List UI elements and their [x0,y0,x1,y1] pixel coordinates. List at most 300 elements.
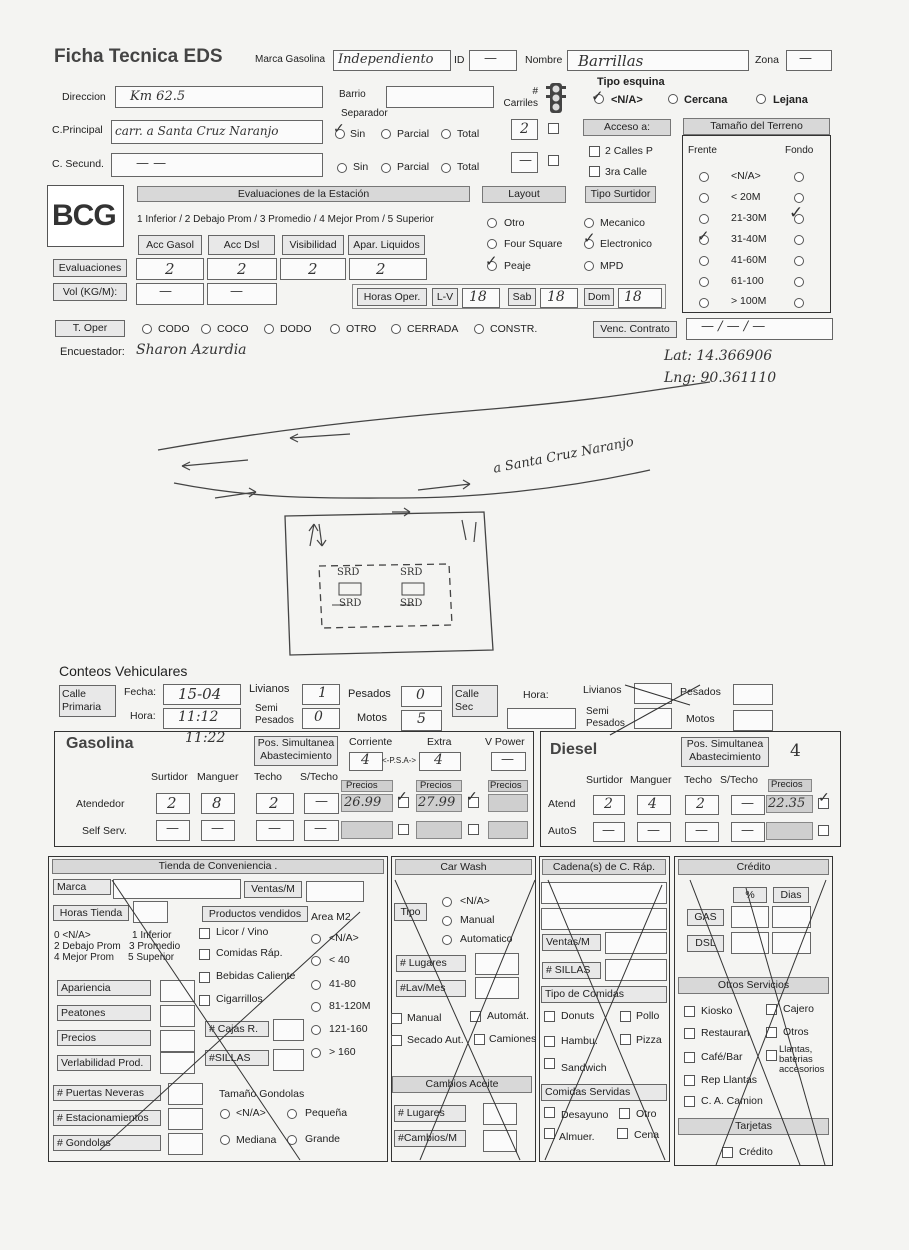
sep-sin-label: Sin [350,128,366,140]
terreno-row-label-5: 61-100 [731,275,764,287]
eval-value-liquidos-text: 2 [376,260,386,278]
tienda-sillas-label: #SILLAS [205,1050,269,1066]
terreno-fondo-radio-6[interactable] [794,298,804,308]
calle-primaria-label: Calle Primaria [59,685,116,717]
sec-semi-field[interactable] [634,708,672,729]
conteo-semi-label: Semi Pesados [255,703,294,726]
dsl-aten-manguer-value: 4 [648,796,657,812]
credito-pct-label: % [733,887,767,903]
dsl-aten-stecho[interactable] [731,795,765,815]
barrio-label: Barrio [339,89,366,100]
eval-col-accdsl: Acc Dsl [208,235,275,255]
gas-price-vpower[interactable] [488,794,528,812]
carwash-manual-radio[interactable] [442,916,452,926]
cadena-name-field-2[interactable] [541,908,667,930]
conteo-pesados-label: Pesados [348,688,391,700]
sep-parcial-label: Parcial [397,128,430,140]
toper-coco-radio[interactable] [201,324,211,334]
gasolina-title: Gasolina [66,735,134,752]
acceso-2calles-checkbox[interactable] [589,146,600,157]
area-160-label: 121-160 [329,1023,368,1035]
tienda-gondolas-label: # Gondolas [53,1135,161,1151]
carwash-auto-radio[interactable] [442,935,452,945]
direccion-value: Km 62.5 [130,89,186,104]
dsl-auto-price-check[interactable] [818,825,829,836]
tienda-precios-label: Precios [57,1030,151,1046]
gasolina-atendedor-label: Atendedor [76,798,125,810]
gas-self-manguer[interactable] [201,820,235,841]
conteo-motos-field[interactable] [401,710,442,731]
gond-grande-radio[interactable] [287,1135,297,1145]
gasolina-corriente-field[interactable] [349,752,383,771]
acceso-3ra-label: 3ra Calle [605,166,648,178]
dsl-aten-manguer[interactable] [637,795,671,815]
tienda-marca-label: Marca [53,879,111,895]
carwash-na-label: <N/A> [460,895,490,907]
terreno-frente-radio-0[interactable] [699,172,709,182]
gasolina-col-manguer: Manguer [197,771,239,783]
gond-grande-label: Grande [305,1133,341,1145]
carwash-camiones-checkbox[interactable] [474,1034,485,1045]
layout-foursquare-label: Four Square [504,238,563,250]
prod-licor-checkbox[interactable] [199,928,210,939]
gas-aten-surtidor[interactable] [156,793,190,814]
sec-semi-label: Semi Pesados [586,706,625,729]
conteo-motos-label: Motos [357,712,387,724]
horas-lv-field[interactable] [462,288,500,308]
tienda-sillas-field[interactable] [273,1049,304,1071]
cadena-ventas-field[interactable] [605,932,667,954]
conteo-livianos-value: 1 [318,685,327,701]
gasolina-precios-vpower-label [488,780,528,792]
cadena-pizza-checkbox[interactable] [620,1034,631,1045]
tarjetas-credito-checkbox[interactable] [722,1147,733,1158]
layout-peaje-label: Peaje [504,260,531,272]
dsl-auto-stecho[interactable] [731,822,765,842]
dsl-aten-surtidor[interactable] [593,795,625,815]
dsl-price[interactable] [766,795,813,813]
prod-bebidas-label: Bebidas Caliente [216,970,296,982]
area-gt160-radio[interactable] [311,1048,321,1058]
conteo-pesados-field[interactable] [401,686,442,707]
carriles-principal-checkbox[interactable] [548,123,559,134]
gond-mediana-radio[interactable] [220,1135,230,1145]
tienda-cajas-field[interactable] [273,1019,304,1041]
gas-price-corriente[interactable] [341,794,393,812]
gasolina-possim-label: Pos. Simultanea Abastecimiento [254,736,338,766]
prod-licor-label: Licor / Vino [216,926,269,938]
otros-restauran-checkbox[interactable] [684,1028,695,1039]
terreno-fondo-radio-3[interactable] [794,235,804,245]
dsl-auto-techo[interactable] [685,822,719,842]
credito-gas-pct[interactable] [731,906,769,928]
eval-col-accgasol: Acc Gasol [138,235,202,255]
gasolina-precios-extra-text: Precios [420,780,452,791]
sec-total-radio[interactable] [441,163,451,173]
toper-cerrada-label: CERRADA [407,323,459,335]
cadena-pollo-checkbox[interactable] [620,1011,631,1022]
terreno-row-label-0: <N/A> [731,170,761,182]
conteo-hora-field[interactable] [163,708,241,729]
conteo-hora-label: Hora: [130,710,156,722]
surtidor-header: Tipo Surtidor [585,186,656,203]
sec-motos-field[interactable] [733,710,773,731]
horas-dom-value: 18 [624,289,642,305]
layout-otro-radio[interactable] [487,218,497,228]
horas-sab-value: 18 [547,289,565,305]
gas-self-price-corriente[interactable] [341,821,393,839]
conteo-fecha-field[interactable] [163,684,241,705]
terreno-row-label-4: 41-60M [731,254,767,266]
surtidor-mecanico-radio[interactable] [584,218,594,228]
diesel-col-stecho: S/Techo [720,774,758,786]
cadena-donuts-label: Donuts [561,1010,595,1022]
cadena-desayuno-checkbox[interactable] [544,1107,555,1118]
acceso-3ra-checkbox[interactable] [589,166,600,177]
terreno-frente-label: Frente [688,145,717,156]
otros-otros-checkbox[interactable] [766,1027,777,1038]
id-value: — [484,51,497,66]
sep-total-label: Total [457,128,480,140]
area-120-radio[interactable] [311,1002,321,1012]
surtidor-electronico-label: Electronico [600,238,652,250]
diesel-autos-label: AutoS [548,825,577,837]
diesel-col-manguer: Manguer [630,774,672,786]
gasolina-extra-field[interactable] [419,752,461,771]
sec-total-label: Total [457,161,480,173]
tienda-precios-field[interactable] [160,1030,195,1052]
cadena-sandwich-checkbox[interactable] [544,1058,555,1069]
gas-aten-surtidor-value: 2 [167,794,177,812]
eval-value-accgasol[interactable] [136,258,204,280]
toper-coco-label: COCO [217,323,249,335]
csecund-label: C. Secund. [52,158,104,170]
conteo-semi-field[interactable] [302,708,340,729]
gond-mediana-label: Mediana [236,1134,277,1146]
diesel-atend-label: Atend [548,798,576,810]
gasolina-col-stecho: S/Techo [300,771,338,783]
diesel-possim-value: 4 [790,741,801,761]
tienda-marca-field[interactable] [113,879,241,899]
otros-repllantas-checkbox[interactable] [684,1075,695,1086]
separador-label: Separador [341,108,388,119]
terreno-fondo-radio-1[interactable] [794,193,804,203]
credito-gas-dias[interactable] [772,906,811,928]
acceso-2calles-label: 2 Calles P [605,145,653,157]
eval-col-visibilidad: Visibilidad [282,235,344,255]
tienda-verlabilidad-field[interactable] [160,1052,195,1074]
sec-pesados-label: Pesados [680,686,721,698]
eval-value-visibilidad-text: 2 [308,260,318,278]
terreno-frente-radio-2[interactable] [699,214,709,224]
carwash-na-radio[interactable] [442,897,452,907]
conteo-livianos-label: Livianos [249,683,290,695]
cadena-ventas-label: Ventas/M [542,934,601,951]
cadena-tipo-label: Tipo de Comidas [541,986,667,1003]
tienda-horas-field[interactable] [133,901,168,923]
terreno-fondo-radio-4[interactable] [794,256,804,266]
credito-dias-label: Dias [773,887,809,903]
gas-self-price-extra[interactable] [416,821,462,839]
terreno-fondo-radio-0[interactable] [794,172,804,182]
horas-dom-field[interactable] [618,288,662,308]
cadena-hambu-label: Hambu. [561,1035,598,1047]
gasolina-vpower-field[interactable] [491,752,526,771]
acceso-header: Acceso a: [583,119,671,136]
eval-value-liquidos[interactable] [349,258,427,280]
venc-label: Venc. Contrato [593,321,677,338]
conteo-semi-value: 0 [314,709,323,725]
dsl-aten-techo[interactable] [685,795,719,815]
terreno-frente-radio-5[interactable] [699,277,709,287]
carwash-secado-label: Secado Aut. [407,1034,464,1046]
gond-na-radio[interactable] [220,1109,230,1119]
otros-cafe-checkbox[interactable] [684,1052,695,1063]
cadena-otro-label: Otro [636,1108,657,1120]
gasolina-corriente-label: Corriente [349,736,393,748]
diesel-possim-label: Pos. Simultanea Abastecimiento [681,737,769,767]
gas-self-techo[interactable] [256,820,294,841]
tam-gondolas-label: Tamaño Gondolas [219,1088,305,1100]
esquina-na-label: <N/A> [611,94,643,106]
horas-lv-value: 18 [469,289,487,305]
zona-field[interactable] [786,50,832,71]
terreno-row-label-6: > 100M [731,295,767,307]
otros-cajero-checkbox[interactable] [766,1004,777,1015]
diesel-title: Diesel [550,741,598,758]
prod-cigarrillos-checkbox[interactable] [199,995,210,1006]
otros-header: Otros Servicios [678,977,829,994]
esquina-lejana-radio[interactable] [756,94,766,104]
toper-codo-label: CODO [158,323,190,335]
horas-sab-field[interactable] [540,288,578,308]
credito-dsl-pct[interactable] [731,932,769,954]
carwash-lavmes-field[interactable] [475,977,519,999]
otros-llantas-checkbox[interactable] [766,1050,777,1061]
vol-dsl-value: — [230,284,243,299]
credito-dsl-dias[interactable] [772,932,811,954]
vol-gas-value: — [159,284,172,299]
tienda-gondolas-field[interactable] [168,1133,203,1155]
eval-col-liquidos: Apar. Liquidos [348,235,425,255]
carwash-manual-checkbox[interactable] [391,1013,402,1024]
tienda-peatones-field[interactable] [160,1005,195,1027]
prod-bebidas-checkbox[interactable] [199,972,210,983]
nombre-label: Nombre [525,54,563,66]
carriles-secund-checkbox[interactable] [548,155,559,166]
gas-aten-stecho[interactable] [304,793,339,814]
nombre-value: Barrillas [578,52,644,70]
layout-peaje-check: ✓ [485,252,498,270]
marca-field[interactable] [333,50,451,71]
otros-kiosko-checkbox[interactable] [684,1006,695,1017]
toper-dodo-radio[interactable] [264,324,274,334]
nombre-field[interactable] [567,50,749,71]
carriles-principal-field[interactable] [511,119,538,140]
eval-value-visibilidad[interactable] [280,258,346,280]
credito-gas-label: GAS [687,909,724,926]
cadena-almuer-checkbox[interactable] [544,1128,555,1139]
dsl-price-value: 22.35 [768,796,806,811]
tienda-estac-field[interactable] [168,1108,203,1130]
surtidor-mpd-label: MPD [600,260,624,272]
area-80-radio[interactable] [311,980,321,990]
terreno-row-label-3: 31-40M [731,233,767,245]
tienda-scale-3: 3 Promedio [129,941,181,952]
direccion-field[interactable] [115,86,323,108]
carriles-principal-value: 2 [520,121,529,137]
aceite-lugares-field[interactable] [483,1103,517,1125]
gas-aten-techo-value: 2 [269,794,279,812]
encuestador-label: Encuestador: [60,346,125,358]
carwash-automat-checkbox[interactable] [470,1011,481,1022]
surtidor-mpd-radio[interactable] [584,261,594,271]
carwash-manual-label: Manual [460,914,495,926]
toper-cerrada-radio[interactable] [391,324,401,334]
esquina-cercana-radio[interactable] [668,94,678,104]
gas-price-extra[interactable] [416,794,462,812]
cadena-cena-checkbox[interactable] [617,1128,628,1139]
terreno-header: Tamaño del Terreno [683,118,830,135]
tienda-ventas-label: Ventas/M [244,881,302,898]
gond-pequena-radio[interactable] [287,1109,297,1119]
carriles-secund-field[interactable] [511,152,538,173]
aceite-cambios-label: #Cambios/M [394,1130,466,1147]
layout-foursquare-radio[interactable] [487,239,497,249]
diesel-col-techo: Techo [684,774,713,786]
sec-livianos-field[interactable] [634,683,672,704]
sep-parcial-radio[interactable] [381,129,391,139]
gasolina-self-label: Self Serv. [82,825,127,837]
sep-total-radio[interactable] [441,129,451,139]
sec-pesados-field[interactable] [733,684,773,705]
dsl-auto-surtidor[interactable] [593,822,625,842]
vol-dsl-field[interactable] [207,283,277,305]
area-gt160-label: > 160 [329,1046,356,1058]
gas-aten-stecho-value: — [315,794,328,809]
form-title: Ficha Tecnica EDS [54,46,223,67]
toper-otro-radio[interactable] [330,324,340,334]
carwash-manual-check-label: Manual [407,1012,442,1024]
terreno-row-label-1: < 20M [731,191,761,203]
dsl-aten-stecho-value: — [741,796,754,811]
area-na-radio[interactable] [311,934,321,944]
eval-value-accdsl-text: 2 [237,260,247,278]
terreno-frente-check: ✓ [697,227,710,245]
sketch-pump-label-1: SRD [400,567,423,578]
aceite-cambios-field[interactable] [483,1130,517,1152]
diesel-precios-text: Precios [771,779,803,790]
cadena-desayuno-label: Desayuno [561,1109,609,1121]
gas-self-corriente-check[interactable] [398,824,409,835]
terreno-frente-radio-4[interactable] [699,256,709,266]
zona-value: — [799,51,812,66]
gas-self-price-vpower[interactable] [488,821,528,839]
toper-codo-radio[interactable] [142,324,152,334]
cadena-donuts-checkbox[interactable] [544,1011,555,1022]
tienda-scale-0: 0 <N/A> [54,930,91,941]
bcg-logo [47,185,124,247]
vol-gas-field[interactable] [136,283,204,305]
evaluaciones-row-label: Evaluaciones [53,259,127,277]
barrio-field[interactable] [386,86,494,108]
layout-otro-label: Otro [504,217,525,229]
sec-parcial-radio[interactable] [381,163,391,173]
area-160-radio[interactable] [311,1025,321,1035]
gas-price-corriente-checkmark: ✓ [396,789,408,805]
csecund-field[interactable] [111,153,323,177]
cprincipal-field[interactable] [111,120,323,144]
sec-sin-radio[interactable] [337,163,347,173]
tienda-apariencia-field[interactable] [160,980,195,1002]
tienda-scale-5: 5 Superior [128,952,175,963]
dsl-price-checkmark: ✓ [818,790,830,806]
id-label: ID [454,54,465,66]
tienda-puertas-field[interactable] [168,1083,203,1105]
gas-self-surtidor[interactable] [156,820,190,841]
sec-hora-field[interactable] [507,708,576,729]
gas-self-extra-check[interactable] [468,824,479,835]
dsl-auto-price[interactable] [766,822,813,840]
carwash-secado-checkbox[interactable] [391,1035,402,1046]
credito-header: Crédito [678,859,829,875]
area-40-label: < 40 [329,954,350,966]
sec-livianos-label: Livianos [583,684,622,696]
cadena-pizza-label: Pizza [636,1034,662,1046]
otros-otros-label: Otros [783,1026,809,1038]
marca-value: Independiento [338,52,434,67]
gas-self-stecho[interactable] [304,820,339,841]
gasolina-precios-extra-label [416,780,462,792]
terreno-frente-radio-6[interactable] [699,298,709,308]
evaluaciones-scale: 1 Inferior / 2 Debajo Prom / 3 Promedio / 4 Mejor Prom / 5 Superior [137,214,434,225]
area-40-radio[interactable] [311,956,321,966]
cadena-otro-checkbox[interactable] [619,1108,630,1119]
gas-aten-manguer[interactable] [201,793,235,814]
toper-constr-radio[interactable] [474,324,484,334]
venc-field[interactable] [686,318,833,340]
terreno-fondo-radio-5[interactable] [794,277,804,287]
tienda-estac-label: # Estacionamientos [53,1110,161,1126]
id-field[interactable] [469,50,517,71]
tienda-ventas-field[interactable] [306,881,364,902]
prod-comidas-checkbox[interactable] [199,949,210,960]
dsl-auto-manguer[interactable] [637,822,671,842]
otros-cafe-label: Café/Bar [701,1051,743,1063]
gas-aten-techo[interactable] [256,793,294,814]
gasolina-corriente-value: 4 [361,752,370,768]
terreno-fondo-check: ✓ [789,203,804,223]
horas-lv-label: L-V [432,288,458,306]
eval-value-accdsl[interactable] [207,258,277,280]
cadena-name-field-1[interactable] [541,882,667,904]
gasolina-col-surtidor: Surtidor [151,771,188,783]
horas-dom-label: Dom [584,288,614,306]
otros-camion-checkbox[interactable] [684,1096,695,1107]
cadena-cena-label: Cena [634,1129,660,1141]
cadena-sillas-field[interactable] [605,959,667,981]
gasolina-extra-value: 4 [434,752,443,768]
terreno-frente-radio-1[interactable] [699,193,709,203]
cadena-hambu-checkbox[interactable] [544,1036,555,1047]
conteo-motos-value: 5 [417,711,426,727]
terreno-row-label-2: 21-30M [731,212,767,224]
conteo-livianos-field[interactable] [302,684,340,705]
tipo-esquina-label: Tipo esquina [597,76,665,88]
eval-value-accgasol-text: 2 [165,260,175,278]
direccion-label: Direccion [62,91,106,103]
carwash-lugares-field[interactable] [475,953,519,975]
